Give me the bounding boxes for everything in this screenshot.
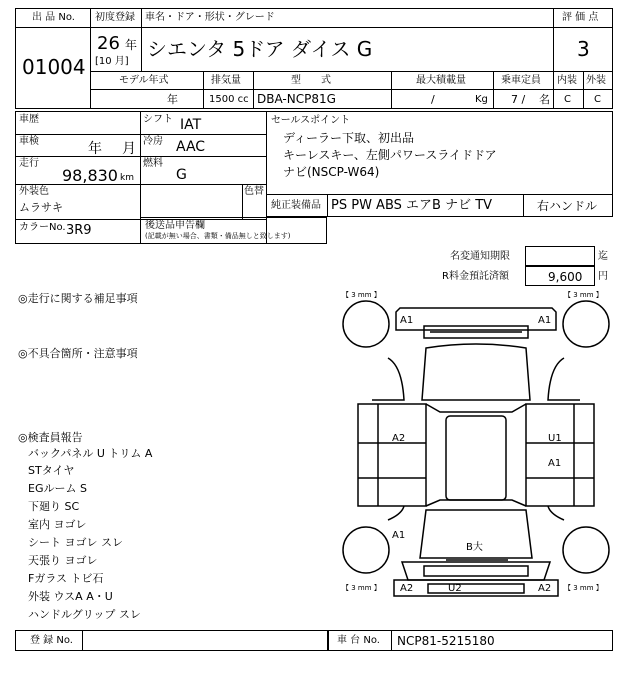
capacity-value: 7 / (511, 93, 526, 106)
hood (422, 344, 530, 400)
right-fender (548, 358, 580, 400)
displacement-value: 1500 cc (209, 94, 249, 105)
rear-left-fender (388, 506, 404, 520)
color-no-value: 3R9 (66, 223, 92, 238)
postsend-label: 後送品申告欄 (145, 220, 205, 231)
mark-left-side: A2 (392, 433, 406, 444)
defects-label: ◎不具合箇所・注意事項 (18, 347, 138, 360)
rear-valance (424, 566, 528, 576)
transfer-deadline-label: 名変通知期限 (450, 251, 510, 262)
car-name-label: 車名・ドア・形状・グレード (145, 12, 275, 23)
fuel-label: 燃料 (143, 158, 163, 169)
tire-depth-label-left: 【 3 mm 】 (342, 291, 381, 299)
windshield (426, 404, 526, 412)
rear-under-inner (428, 584, 524, 593)
inspector-item: Fガラス トビ石 (28, 572, 104, 585)
inspector-item: ハンドルグリップ スレ (28, 608, 141, 621)
model-year-unit: 年 (167, 93, 178, 106)
chassis-box (328, 630, 613, 651)
wheel-front-left (343, 301, 389, 347)
fuel-value: G (176, 167, 187, 183)
tire-depth-label-left-rear: 【 3 mm 】 (342, 584, 381, 592)
inspector-item: バックパネル U トリム A (28, 447, 153, 460)
max-load-label: 最大積載量 (416, 75, 466, 86)
first-reg-year-unit: 年 (125, 38, 138, 52)
transfer-deadline-unit: 迄 (598, 251, 608, 262)
mark-right-side-top: U1 (548, 433, 562, 444)
equipment-label: 純正装備品 (271, 200, 321, 211)
mark-rear-bottom-left: A2 (400, 583, 414, 594)
postsend-note: (記載が無い場合、書類・備品無しと致します) (145, 232, 291, 240)
rating-label: 評 価 点 (562, 12, 599, 23)
displacement-label: 排気量 (211, 75, 241, 86)
inspector-item: 下廻り SC (28, 500, 80, 513)
inspector-item: シート ヨゴレ スレ (28, 536, 123, 549)
max-load-value: / (431, 93, 435, 106)
transfer-deadline-field (525, 246, 595, 266)
ac-value: AAC (176, 139, 206, 155)
first-reg-month: [10 月] (95, 56, 129, 67)
recycle-fee-value: 9,600 (548, 270, 583, 284)
shift-label: シフト (143, 114, 173, 125)
capacity-unit: 名 (539, 93, 550, 106)
lot-number: 01004 (22, 55, 86, 79)
mark-rear-left: A1 (392, 530, 406, 541)
sales-point-line: ナビ(NSCP-W64) (283, 165, 380, 179)
wheel-front-right (563, 301, 609, 347)
type-label: 型 式 (291, 75, 331, 86)
inspection-year: 年 (88, 141, 102, 157)
lot-number-box (15, 8, 91, 109)
car-header-box (90, 8, 554, 109)
running-notes-label: ◎走行に関する補足事項 (18, 292, 138, 305)
mileage-unit: km (120, 173, 134, 183)
color-value: ムラサキ (19, 201, 63, 214)
mark-rear-bumper: B大 (466, 542, 483, 553)
recycle-fee-field (525, 266, 595, 286)
history-label: 車歴 (19, 114, 39, 125)
color-label: 外装色 (19, 186, 49, 197)
sales-point-line: ディーラー下取、初出品 (283, 131, 415, 145)
roof (446, 416, 506, 500)
interior-grade: C (564, 94, 571, 105)
postsend-box (140, 217, 327, 244)
wheel-rear-left (343, 527, 389, 573)
mileage-label: 走行 (19, 158, 39, 169)
mark-right-side-bottom: A1 (548, 458, 562, 469)
recycle-fee-label: R料金預託済額 (442, 271, 509, 282)
chassis-label: 車 台 No. (337, 635, 380, 646)
sales-point-line: キーレスキー、左側パワースライドドア (283, 148, 497, 162)
inspector-item: 外装 ウスA A・U (28, 590, 113, 603)
sales-point-label: セールスポイント (271, 115, 351, 126)
inspector-item: 室内 ヨゴレ (28, 518, 87, 531)
first-reg-year: 26 (97, 33, 120, 54)
recycle-fee-unit: 円 (598, 271, 608, 282)
equipment-box (266, 194, 613, 217)
color-no-label: カラーNo. (19, 222, 66, 233)
left-side-body (358, 404, 426, 506)
type-value: DBA-NCP81G (257, 92, 336, 106)
exterior-label: 外装 (586, 75, 606, 86)
capacity-label: 乗車定員 (501, 75, 541, 86)
first-reg-label: 初度登録 (95, 12, 135, 23)
inspector-item: EGルーム S (28, 482, 87, 495)
tire-depth-label-right-rear: 【 3 mm 】 (564, 584, 603, 592)
registration-box (15, 630, 328, 651)
repaint-label: 色替 (244, 186, 264, 197)
mark-rear-bottom-right: A2 (538, 583, 552, 594)
equipment-value: PS PW ABS エアB ナビ TV (331, 198, 493, 213)
left-fender (372, 358, 404, 400)
chassis-value: NCP81-5215180 (397, 634, 495, 648)
exterior-grade: C (594, 94, 601, 105)
mark-rear-bottom-mid: U2 (448, 583, 462, 594)
car-name: シエンタ 5ドア ダイス G (147, 37, 373, 61)
lot-number-label: 出 品 No. (32, 12, 75, 23)
rating-value: 3 (577, 37, 590, 61)
car-damage-diagram (338, 288, 614, 628)
right-side-body (526, 404, 594, 506)
rating-box (553, 8, 613, 109)
inspection-label: 車検 (19, 136, 39, 147)
inspection-month: 月 (122, 141, 136, 157)
sales-point-box (266, 111, 613, 195)
mark-front-right: A1 (538, 315, 552, 326)
registration-label: 登 録 No. (30, 635, 73, 646)
max-load-unit: Kg (475, 94, 488, 105)
rear-right-fender (548, 506, 564, 520)
mileage-value: 98,830 (62, 166, 118, 185)
model-year-label: モデル年式 (119, 75, 169, 86)
shift-value: IAT (180, 117, 202, 133)
inspector-report-label: ◎検査員報告 (18, 431, 83, 444)
inspector-item: STタイヤ (28, 464, 75, 477)
ac-label: 冷房 (143, 136, 163, 147)
interior-label: 内装 (557, 75, 577, 86)
inspector-item: 天張り ヨゴレ (28, 554, 98, 567)
rear-window (426, 500, 526, 506)
wheel-rear-right (563, 527, 609, 573)
mark-front-left: A1 (400, 315, 414, 326)
steering-value: 右ハンドル (537, 199, 598, 213)
tire-depth-label-right: 【 3 mm 】 (564, 291, 603, 299)
